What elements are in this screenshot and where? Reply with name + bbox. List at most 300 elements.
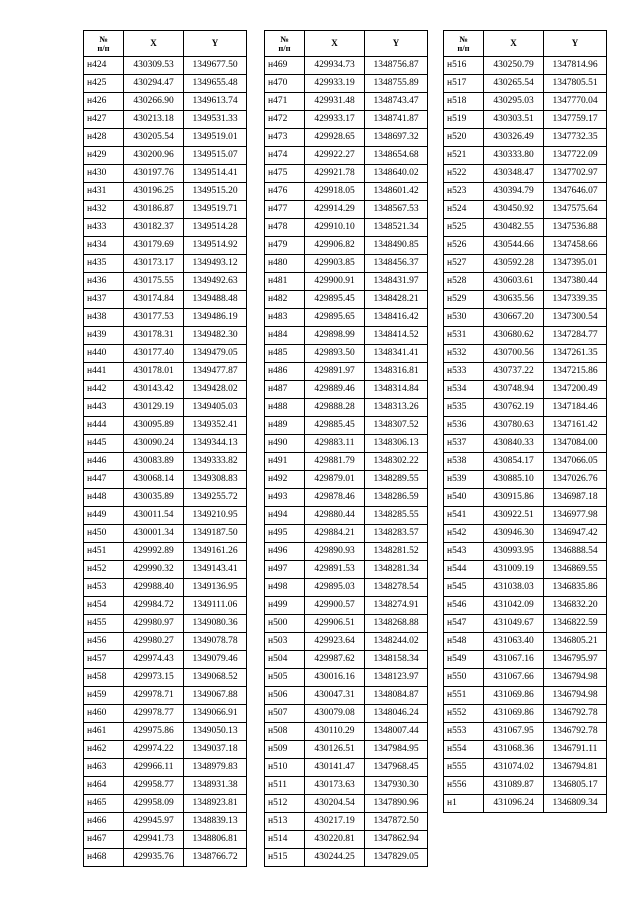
point-number-cell: н443 (84, 399, 124, 417)
point-number-cell: н503 (265, 633, 305, 651)
table-row (444, 687, 607, 705)
point-number-cell: н531 (444, 327, 484, 345)
x-coordinate-cell: 430915.86 (484, 489, 544, 507)
column-header-x: X (484, 31, 544, 57)
y-coordinate-cell: 1348743.47 (365, 93, 428, 111)
table-row (265, 471, 428, 489)
point-number-cell: н425 (84, 75, 124, 93)
x-coordinate-cell: 429974.43 (124, 651, 184, 669)
x-coordinate-cell: 429980.97 (124, 615, 184, 633)
y-coordinate-cell: 1349352.41 (184, 417, 247, 435)
y-coordinate-cell: 1346792.78 (544, 705, 607, 723)
x-coordinate-cell: 430173.63 (305, 777, 365, 795)
point-number-cell: н465 (84, 795, 124, 813)
point-number-cell: н539 (444, 471, 484, 489)
y-coordinate-cell: 1347759.17 (544, 111, 607, 129)
point-number-cell: н500 (265, 615, 305, 633)
table-row (444, 309, 607, 327)
x-coordinate-cell: 430544.66 (484, 237, 544, 255)
y-coordinate-cell: 1346805.21 (544, 633, 607, 651)
table-row (84, 669, 247, 687)
y-coordinate-cell: 1348755.89 (365, 75, 428, 93)
table-row (265, 75, 428, 93)
point-number-cell: н546 (444, 597, 484, 615)
x-coordinate-cell: 429891.97 (305, 363, 365, 381)
table-row (444, 453, 607, 471)
y-coordinate-cell: 1347395.01 (544, 255, 607, 273)
point-number-cell: н512 (265, 795, 305, 813)
y-coordinate-cell: 1348640.02 (365, 165, 428, 183)
y-coordinate-cell: 1347930.30 (365, 777, 428, 795)
table-row (444, 525, 607, 543)
x-coordinate-cell: 430129.19 (124, 399, 184, 417)
x-coordinate-cell: 430126.51 (305, 741, 365, 759)
x-coordinate-cell: 429945.97 (124, 813, 184, 831)
table-row (84, 489, 247, 507)
y-coordinate-cell: 1348046.24 (365, 705, 428, 723)
x-coordinate-cell: 429881.79 (305, 453, 365, 471)
y-coordinate-cell: 1347805.51 (544, 75, 607, 93)
point-number-cell: н473 (265, 129, 305, 147)
y-coordinate-cell: 1348123.97 (365, 669, 428, 687)
x-coordinate-cell: 429990.32 (124, 561, 184, 579)
point-number-cell: н487 (265, 381, 305, 399)
x-coordinate-cell: 429966.11 (124, 759, 184, 777)
x-coordinate-cell: 429879.01 (305, 471, 365, 489)
y-coordinate-cell: 1349477.87 (184, 363, 247, 381)
y-coordinate-cell: 1349079.46 (184, 651, 247, 669)
x-coordinate-cell: 431063.40 (484, 633, 544, 651)
point-number-cell: н532 (444, 345, 484, 363)
x-coordinate-cell: 430244.25 (305, 849, 365, 867)
y-coordinate-cell: 1349333.82 (184, 453, 247, 471)
point-number-cell: н424 (84, 57, 124, 75)
x-coordinate-cell: 430265.54 (484, 75, 544, 93)
point-number-cell: н437 (84, 291, 124, 309)
table-row (265, 633, 428, 651)
y-coordinate-cell: 1346794.98 (544, 669, 607, 687)
x-coordinate-cell: 430177.40 (124, 345, 184, 363)
x-coordinate-cell: 429906.82 (305, 237, 365, 255)
y-coordinate-cell: 1346795.97 (544, 651, 607, 669)
table-row (265, 525, 428, 543)
y-coordinate-cell: 1349514.28 (184, 219, 247, 237)
point-number-cell: н492 (265, 471, 305, 489)
table-row (84, 453, 247, 471)
x-coordinate-cell: 430450.92 (484, 201, 544, 219)
x-coordinate-cell: 430295.03 (484, 93, 544, 111)
table-row (84, 165, 247, 183)
x-coordinate-cell: 430635.56 (484, 291, 544, 309)
x-coordinate-cell: 430083.89 (124, 453, 184, 471)
x-coordinate-cell: 429880.44 (305, 507, 365, 525)
y-coordinate-cell: 1349492.63 (184, 273, 247, 291)
x-coordinate-cell: 430035.89 (124, 489, 184, 507)
y-coordinate-cell: 1349613.74 (184, 93, 247, 111)
point-number-cell: н432 (84, 201, 124, 219)
x-coordinate-cell: 430182.37 (124, 219, 184, 237)
x-coordinate-cell: 431049.67 (484, 615, 544, 633)
x-coordinate-cell: 429885.45 (305, 417, 365, 435)
point-number-cell: н491 (265, 453, 305, 471)
table-row (444, 417, 607, 435)
y-coordinate-cell: 1349515.07 (184, 147, 247, 165)
x-coordinate-cell: 430266.90 (124, 93, 184, 111)
x-coordinate-cell: 429888.28 (305, 399, 365, 417)
point-number-cell: н499 (265, 597, 305, 615)
point-number-cell: н433 (84, 219, 124, 237)
table-row (444, 507, 607, 525)
table-row (84, 579, 247, 597)
y-coordinate-cell: 1347200.49 (544, 381, 607, 399)
table-row (265, 507, 428, 525)
point-number-cell: н498 (265, 579, 305, 597)
y-coordinate-cell: 1346805.17 (544, 777, 607, 795)
point-number-cell: н440 (84, 345, 124, 363)
table-row (265, 57, 428, 75)
table-row (84, 795, 247, 813)
x-coordinate-cell: 429906.51 (305, 615, 365, 633)
table-row (265, 129, 428, 147)
x-coordinate-cell: 431089.87 (484, 777, 544, 795)
x-coordinate-cell: 430110.29 (305, 723, 365, 741)
x-coordinate-cell: 430737.22 (484, 363, 544, 381)
y-coordinate-cell: 1349405.03 (184, 399, 247, 417)
column-header-y: Y (365, 31, 428, 57)
x-coordinate-cell: 429978.71 (124, 687, 184, 705)
coordinates-table-1 (83, 30, 247, 867)
table-row (444, 579, 607, 597)
table-row (265, 255, 428, 273)
table-row (84, 777, 247, 795)
y-coordinate-cell: 1349655.48 (184, 75, 247, 93)
point-number-cell: н435 (84, 255, 124, 273)
x-coordinate-cell: 430309.53 (124, 57, 184, 75)
table-row (444, 471, 607, 489)
y-coordinate-cell: 1348697.32 (365, 129, 428, 147)
column-header-number: № п/п (444, 31, 484, 57)
y-coordinate-cell: 1348306.13 (365, 435, 428, 453)
point-number-cell: н434 (84, 237, 124, 255)
y-coordinate-cell: 1346987.18 (544, 489, 607, 507)
table-row (444, 363, 607, 381)
point-number-cell: н521 (444, 147, 484, 165)
column-header-y: Y (544, 31, 607, 57)
y-coordinate-cell: 1349111.06 (184, 597, 247, 615)
point-number-cell: н493 (265, 489, 305, 507)
table-row (84, 597, 247, 615)
point-number-cell: н515 (265, 849, 305, 867)
point-number-cell: н482 (265, 291, 305, 309)
y-coordinate-cell: 1349519.01 (184, 129, 247, 147)
point-number-cell: н468 (84, 849, 124, 867)
point-number-cell: н534 (444, 381, 484, 399)
table-row (265, 201, 428, 219)
x-coordinate-cell: 429935.76 (124, 849, 184, 867)
y-coordinate-cell: 1348567.53 (365, 201, 428, 219)
y-coordinate-cell: 1347814.96 (544, 57, 607, 75)
y-coordinate-cell: 1349143.41 (184, 561, 247, 579)
x-coordinate-cell: 429933.17 (305, 111, 365, 129)
table-row (444, 489, 607, 507)
point-number-cell: н507 (265, 705, 305, 723)
point-number-cell: н461 (84, 723, 124, 741)
x-coordinate-cell: 429895.65 (305, 309, 365, 327)
x-coordinate-cell: 430178.31 (124, 327, 184, 345)
x-coordinate-cell: 430680.62 (484, 327, 544, 345)
x-coordinate-cell: 429923.64 (305, 633, 365, 651)
table-row (84, 759, 247, 777)
x-coordinate-cell: 430220.81 (305, 831, 365, 849)
table-row (84, 399, 247, 417)
y-coordinate-cell: 1347184.46 (544, 399, 607, 417)
point-number-cell: н550 (444, 669, 484, 687)
x-coordinate-cell: 431068.36 (484, 741, 544, 759)
y-coordinate-cell: 1349482.30 (184, 327, 247, 345)
table-row (84, 345, 247, 363)
y-coordinate-cell: 1348414.52 (365, 327, 428, 345)
y-coordinate-cell: 1347702.97 (544, 165, 607, 183)
column-header-x: X (124, 31, 184, 57)
x-coordinate-cell: 431009.19 (484, 561, 544, 579)
table-row (84, 201, 247, 219)
x-coordinate-cell: 430333.80 (484, 147, 544, 165)
table-row (84, 813, 247, 831)
y-coordinate-cell: 1348302.22 (365, 453, 428, 471)
point-number-cell: н484 (265, 327, 305, 345)
table-row (444, 111, 607, 129)
table-row (265, 273, 428, 291)
point-number-cell: н552 (444, 705, 484, 723)
x-coordinate-cell: 430748.94 (484, 381, 544, 399)
y-coordinate-cell: 1348456.37 (365, 255, 428, 273)
point-number-cell: н544 (444, 561, 484, 579)
x-coordinate-cell: 430840.33 (484, 435, 544, 453)
table-row (84, 831, 247, 849)
table-row (444, 381, 607, 399)
point-number-cell: н485 (265, 345, 305, 363)
y-coordinate-cell: 1348278.54 (365, 579, 428, 597)
x-coordinate-cell: 430700.56 (484, 345, 544, 363)
y-coordinate-cell: 1347829.05 (365, 849, 428, 867)
x-coordinate-cell: 429941.73 (124, 831, 184, 849)
y-coordinate-cell: 1346947.42 (544, 525, 607, 543)
point-number-cell: н448 (84, 489, 124, 507)
y-coordinate-cell: 1347215.86 (544, 363, 607, 381)
y-coordinate-cell: 1348244.02 (365, 633, 428, 651)
x-coordinate-cell: 430854.17 (484, 453, 544, 471)
y-coordinate-cell: 1348283.57 (365, 525, 428, 543)
y-coordinate-cell: 1348268.88 (365, 615, 428, 633)
y-coordinate-cell: 1349493.12 (184, 255, 247, 273)
x-coordinate-cell: 430482.55 (484, 219, 544, 237)
x-coordinate-cell: 430922.51 (484, 507, 544, 525)
point-number-cell: н497 (265, 561, 305, 579)
table-row (444, 219, 607, 237)
point-number-cell: н438 (84, 309, 124, 327)
point-number-cell: н505 (265, 669, 305, 687)
y-coordinate-cell: 1346792.78 (544, 723, 607, 741)
x-coordinate-cell: 429900.91 (305, 273, 365, 291)
y-coordinate-cell: 1347984.95 (365, 741, 428, 759)
y-coordinate-cell: 1349255.72 (184, 489, 247, 507)
table-row (444, 327, 607, 345)
point-number-cell: н541 (444, 507, 484, 525)
y-coordinate-cell: 1349136.95 (184, 579, 247, 597)
x-coordinate-cell: 430174.84 (124, 291, 184, 309)
table-row (265, 489, 428, 507)
table-row (265, 669, 428, 687)
point-number-cell: н543 (444, 543, 484, 561)
point-number-cell: н426 (84, 93, 124, 111)
point-number-cell: н529 (444, 291, 484, 309)
point-number-cell: н429 (84, 147, 124, 165)
point-number-cell: н430 (84, 165, 124, 183)
point-number-cell: н528 (444, 273, 484, 291)
table-row (265, 345, 428, 363)
table-row (84, 255, 247, 273)
y-coordinate-cell: 1347732.35 (544, 129, 607, 147)
x-coordinate-cell: 431038.03 (484, 579, 544, 597)
point-number-cell: н486 (265, 363, 305, 381)
point-number-cell: н454 (84, 597, 124, 615)
table-row (265, 237, 428, 255)
point-number-cell: н431 (84, 183, 124, 201)
point-number-cell: н427 (84, 111, 124, 129)
point-number-cell: н459 (84, 687, 124, 705)
point-number-cell: н441 (84, 363, 124, 381)
y-coordinate-cell: 1349428.02 (184, 381, 247, 399)
table-row (265, 165, 428, 183)
y-coordinate-cell: 1348281.52 (365, 543, 428, 561)
table-row (265, 219, 428, 237)
x-coordinate-cell: 430204.54 (305, 795, 365, 813)
y-coordinate-cell: 1349677.50 (184, 57, 247, 75)
y-coordinate-cell: 1349308.83 (184, 471, 247, 489)
table-row (444, 399, 607, 417)
table-row (444, 183, 607, 201)
table-row (444, 777, 607, 795)
point-number-cell: н483 (265, 309, 305, 327)
x-coordinate-cell: 430205.54 (124, 129, 184, 147)
point-number-cell: н457 (84, 651, 124, 669)
table-row (444, 633, 607, 651)
y-coordinate-cell: 1348979.83 (184, 759, 247, 777)
point-number-cell: н455 (84, 615, 124, 633)
point-number-cell: н523 (444, 183, 484, 201)
y-coordinate-cell: 1348285.55 (365, 507, 428, 525)
x-coordinate-cell: 429980.27 (124, 633, 184, 651)
column-header-x: X (305, 31, 365, 57)
point-number-cell: н439 (84, 327, 124, 345)
x-coordinate-cell: 430186.87 (124, 201, 184, 219)
y-coordinate-cell: 1348521.34 (365, 219, 428, 237)
x-coordinate-cell: 429903.85 (305, 255, 365, 273)
y-coordinate-cell: 1347890.96 (365, 795, 428, 813)
y-coordinate-cell: 1349161.26 (184, 543, 247, 561)
x-coordinate-cell: 430213.18 (124, 111, 184, 129)
x-coordinate-cell: 430294.47 (124, 75, 184, 93)
x-coordinate-cell: 430143.42 (124, 381, 184, 399)
x-coordinate-cell: 430141.47 (305, 759, 365, 777)
x-coordinate-cell: 430250.79 (484, 57, 544, 75)
table-row (444, 147, 607, 165)
x-coordinate-cell: 429958.09 (124, 795, 184, 813)
y-coordinate-cell: 1347066.05 (544, 453, 607, 471)
table-row (265, 147, 428, 165)
table-row (265, 579, 428, 597)
point-number-cell: н449 (84, 507, 124, 525)
table-row (265, 561, 428, 579)
y-coordinate-cell: 1349080.36 (184, 615, 247, 633)
table-row (84, 561, 247, 579)
table-row (444, 759, 607, 777)
x-coordinate-cell: 429898.99 (305, 327, 365, 345)
x-coordinate-cell: 429975.86 (124, 723, 184, 741)
point-number-cell: н547 (444, 615, 484, 633)
y-coordinate-cell: 1348007.44 (365, 723, 428, 741)
table-row (265, 831, 428, 849)
y-coordinate-cell: 1348931.38 (184, 777, 247, 795)
y-coordinate-cell: 1347646.07 (544, 183, 607, 201)
point-number-cell: н462 (84, 741, 124, 759)
x-coordinate-cell: 431067.16 (484, 651, 544, 669)
x-coordinate-cell: 429992.89 (124, 543, 184, 561)
x-coordinate-cell: 430217.19 (305, 813, 365, 831)
y-coordinate-cell: 1348281.34 (365, 561, 428, 579)
point-number-cell: н467 (84, 831, 124, 849)
y-coordinate-cell: 1349078.78 (184, 633, 247, 651)
coordinates-table-2 (264, 30, 428, 867)
point-number-cell: н428 (84, 129, 124, 147)
table-row (265, 327, 428, 345)
x-coordinate-cell: 429884.21 (305, 525, 365, 543)
table-header-row (444, 31, 607, 57)
x-coordinate-cell: 429928.65 (305, 129, 365, 147)
table-row (444, 651, 607, 669)
table-row (265, 417, 428, 435)
y-coordinate-cell: 1349519.71 (184, 201, 247, 219)
y-coordinate-cell: 1346835.86 (544, 579, 607, 597)
y-coordinate-cell: 1349479.05 (184, 345, 247, 363)
y-coordinate-cell: 1346832.20 (544, 597, 607, 615)
table-row (444, 615, 607, 633)
y-coordinate-cell: 1347968.45 (365, 759, 428, 777)
table-row (265, 543, 428, 561)
table-row (84, 651, 247, 669)
point-number-cell: н549 (444, 651, 484, 669)
y-coordinate-cell: 1347380.44 (544, 273, 607, 291)
x-coordinate-cell: 429931.48 (305, 93, 365, 111)
x-coordinate-cell: 430001.34 (124, 525, 184, 543)
table-row (84, 723, 247, 741)
point-number-cell: н536 (444, 417, 484, 435)
x-coordinate-cell: 431069.86 (484, 705, 544, 723)
table-row (444, 795, 607, 813)
table-row (265, 309, 428, 327)
point-number-cell: н509 (265, 741, 305, 759)
point-number-cell: н475 (265, 165, 305, 183)
table-row (444, 723, 607, 741)
table-row (84, 417, 247, 435)
table-row (84, 633, 247, 651)
y-coordinate-cell: 1346794.98 (544, 687, 607, 705)
table-row (84, 543, 247, 561)
x-coordinate-cell: 429934.73 (305, 57, 365, 75)
y-coordinate-cell: 1349068.52 (184, 669, 247, 687)
table-row (265, 795, 428, 813)
table-row (265, 723, 428, 741)
